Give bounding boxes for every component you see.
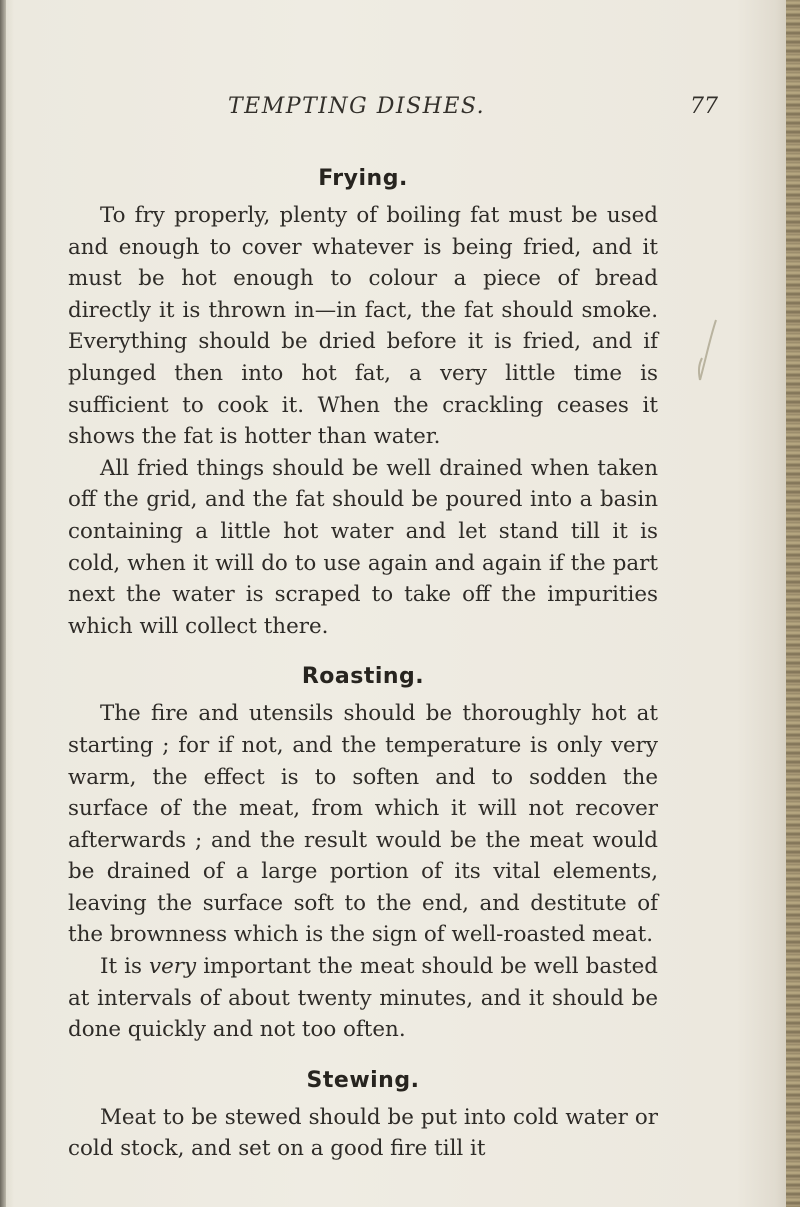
frying-paragraph-2: All fried things should be well drained when taken off the grid, and the fat should be poured into a basin containing a little hot water and let stand till it is cold, when it will do to use again and again if the part next the water is scraped to take off the impurities which will collect there. (68, 455, 658, 639)
stewing-paragraph-1: Meat to be stewed should be put into cold water or cold stock, and set on a good fire till it (68, 1104, 658, 1162)
section-title-roasting: Roasting. (301, 664, 425, 690)
roasting-paragraph-2 (68, 951, 658, 1046)
page-number: 77 (690, 94, 718, 119)
roasting-p2-start: It is (100, 954, 150, 980)
roasting-paragraph-1: The fire and utensils should be thoroughly hot at starting ; for if not, and the temperature is only very warm, the effect is to soften and to sodden the surface of the meat, from which it will not recover afterwards ; and the result would be the meat would be drained of a large portion of its vital elements, leaving the surface soft to the end, and destitute of the brownness which is the sign of well-roasted meat. (68, 701, 658, 948)
book-binding-edge (786, 0, 800, 1207)
section-title-stewing: Stewing. (306, 1067, 420, 1093)
pencil-mark (696, 318, 722, 384)
body-text (68, 158, 658, 1165)
running-head: TEMPTING DISHES. (228, 94, 486, 119)
section-title-frying: Frying. (318, 166, 408, 191)
page-header (0, 94, 800, 124)
page-left-edge (0, 0, 6, 1207)
frying-paragraph-1: To fry properly, plenty of boiling fat must be used and enough to cover whatever is being fried, and it must be hot enough to colour a piece of bread directly it is thrown in—in fact, the fat should smoke. Everything should be dried before it is fried, and if plunged then into hot fat, a very little time is sufficient to cook it. When the crackling ceases it shows the fat is hotter than water. (68, 203, 658, 450)
roasting-p2-end: important the meat should be well basted at intervals of about twenty minutes, and it should be done quickly and not too often. (68, 954, 658, 1043)
roasting-p2-emphasis: very (149, 954, 197, 980)
